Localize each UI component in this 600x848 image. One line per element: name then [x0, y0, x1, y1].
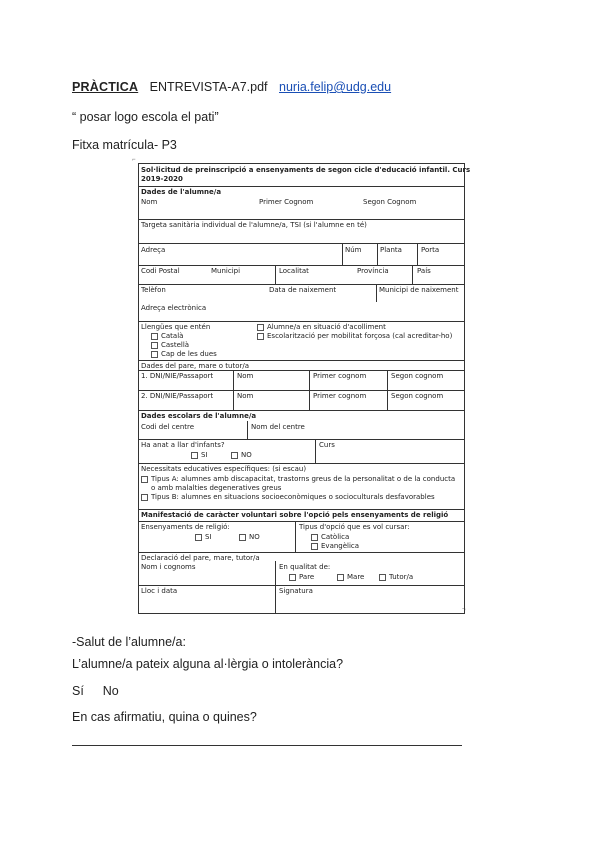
- option-catolica: Catòlica: [311, 533, 349, 541]
- checkbox-icon: [311, 543, 318, 550]
- divider: [377, 243, 378, 265]
- divider: [247, 421, 248, 439]
- checkbox-icon: [257, 324, 264, 331]
- field-llengues: Llengües que entén: [141, 323, 211, 331]
- option-tipus-a: Tipus A: alumnes amb discapacitat, trastorns greus de la personalitat o de la conducta: [141, 475, 455, 483]
- field-codi-postal: Codi Postal: [141, 267, 180, 275]
- parent2-primer-cognom: Primer cognom: [313, 392, 367, 400]
- divider: [295, 521, 296, 552]
- divider: [139, 585, 464, 586]
- checkbox-icon: [151, 342, 158, 349]
- option-evangelica: Evangèlica: [311, 542, 359, 550]
- enrolment-form-image: [138, 163, 471, 614]
- field-nom-centre: Nom del centre: [251, 423, 305, 431]
- field-planta: Planta: [380, 246, 402, 254]
- divider: [139, 552, 464, 553]
- religion-section-title: Manifestació de caràcter voluntari sobre l'opció pels ensenyaments de religió: [141, 511, 449, 519]
- form-corner-mark: ¬: [462, 607, 466, 613]
- checkbox-icon: [311, 534, 318, 541]
- checkbox-icon: [151, 351, 158, 358]
- religion-no: NO: [239, 533, 260, 541]
- option-cap: Cap de les dues: [151, 350, 217, 358]
- field-tipus-opcio: Tipus d'opció que es vol cursar:: [299, 523, 410, 531]
- email-link[interactable]: nuria.felip@udg.edu: [279, 80, 392, 94]
- parent2-dni: 2. DNI/NIE/Passaport: [141, 392, 214, 400]
- divider: [139, 186, 464, 187]
- field-en-qualitat: En qualitat de:: [279, 563, 331, 571]
- religion-si: SI: [195, 533, 212, 541]
- checkbox-icon: [191, 452, 198, 459]
- answer-line[interactable]: [72, 745, 462, 746]
- field-municipi-naixement: Municipi de naixement: [379, 286, 459, 294]
- divider: [342, 243, 343, 265]
- answer-options: [72, 684, 119, 698]
- practice-title: PRÀCTICA: [72, 80, 139, 94]
- field-codi-centre: Codi del centre: [141, 423, 195, 431]
- parent1-segon-cognom: Segon cognom: [391, 372, 444, 380]
- school-section-title: Dades escolars de l'alumne/a: [141, 412, 257, 420]
- divider: [139, 243, 464, 244]
- field-adreca-electronica: Adreça electrònica: [141, 304, 207, 312]
- field-porta: Porta: [421, 246, 440, 254]
- option-tipus-b: Tipus B: alumnes en situacions socioeconòmiques o socioculturals desfavorables: [141, 493, 435, 501]
- field-telefon: Telèfon: [141, 286, 166, 294]
- option-tutor: Tutor/a: [379, 573, 413, 581]
- field-signatura: Signatura: [279, 587, 313, 595]
- checkbox-icon: [337, 574, 344, 581]
- field-pais: País: [417, 267, 431, 275]
- parent2-segon-cognom: Segon cognom: [391, 392, 444, 400]
- parent-section-title: Dades del pare, mare o tutor/a: [141, 362, 250, 370]
- divider: [139, 265, 464, 266]
- form-corner-mark: ⌐: [132, 157, 136, 163]
- form-title-year: 2019-2020: [141, 175, 183, 183]
- divider: [139, 390, 464, 391]
- form-title: Sol·licitud de preinscripció a ensenyaments de segon cicle d'educació infantil. Curs: [141, 166, 471, 174]
- divider: [139, 521, 464, 522]
- option-acolliment: Alumne/a en situació d'acolliment: [257, 323, 386, 331]
- parent1-dni: 1. DNI/NIE/Passaport: [141, 372, 214, 380]
- option-escolaritzacio: Escolarització per mobilitat forçosa (cal acreditar-ho): [257, 332, 452, 340]
- checkbox-icon: [141, 494, 148, 501]
- needs-title: Necessitats educatives específiques: (si escau): [141, 465, 307, 473]
- answer-yes: Sí: [72, 684, 84, 698]
- checkbox-icon: [289, 574, 296, 581]
- option-castella: Castellà: [151, 341, 189, 349]
- option-pare: Pare: [289, 573, 314, 581]
- checkbox-icon: [195, 534, 202, 541]
- field-nom-cognoms: Nom i cognoms: [141, 563, 196, 571]
- divider: [275, 561, 276, 613]
- divider: [139, 439, 464, 440]
- document-header: [72, 80, 391, 94]
- subtitle: Fitxa matrícula- P3: [72, 138, 177, 152]
- checkbox-icon: [141, 476, 148, 483]
- allergy-question: L’alumne/a pateix alguna al·lèrgia o intolerància?: [72, 657, 344, 671]
- logo-note: “ posar logo escola el pati”: [72, 110, 219, 124]
- divider: [275, 265, 276, 284]
- field-nom: Nom: [141, 198, 158, 206]
- option-no: NO: [231, 451, 252, 459]
- answer-no: No: [102, 684, 119, 698]
- checkbox-icon: [379, 574, 386, 581]
- divider: [315, 439, 316, 463]
- field-num: Núm: [345, 246, 362, 254]
- option-tipus-a-cont: o amb malalties degeneratives greus: [151, 484, 282, 492]
- field-llar-infants: Ha anat a llar d'infants?: [141, 441, 225, 449]
- filename: ENTREVISTA-A7.pdf: [149, 80, 268, 94]
- field-ens-religio: Ensenyaments de religió:: [141, 523, 230, 531]
- field-data-naixement: Data de naixement: [269, 286, 337, 294]
- field-segon-cognom: Segon Cognom: [363, 198, 417, 206]
- followup-question: En cas afirmatiu, quina o quines?: [72, 710, 257, 724]
- health-heading: -Salut de l’alumne/a:: [72, 635, 186, 649]
- divider: [417, 243, 418, 265]
- divider: [139, 360, 464, 361]
- checkbox-icon: [151, 333, 158, 340]
- checkbox-icon: [231, 452, 238, 459]
- field-primer-cognom: Primer Cognom: [259, 198, 314, 206]
- divider: [139, 410, 464, 411]
- student-section-title: Dades de l'alumne/a: [141, 188, 222, 196]
- field-localitat: Localitat: [279, 267, 309, 275]
- option-si: SI: [191, 451, 208, 459]
- divider: [139, 370, 464, 371]
- field-provincia: Província: [357, 267, 389, 275]
- divider: [139, 321, 464, 322]
- field-curs: Curs: [319, 441, 335, 449]
- declaration-title: Declaració del pare, mare, tutor/a: [141, 554, 260, 562]
- parent1-primer-cognom: Primer cognom: [313, 372, 367, 380]
- divider: [376, 284, 377, 302]
- field-adreca: Adreça: [141, 246, 166, 254]
- divider: [139, 284, 464, 285]
- option-mare: Mare: [337, 573, 364, 581]
- checkbox-icon: [239, 534, 246, 541]
- field-tsi: Targeta sanitària individual de l'alumne/a, TSI (si l'alumne en té): [141, 221, 367, 229]
- parent1-nom: Nom: [237, 372, 254, 380]
- option-catala: Català: [151, 332, 183, 340]
- divider: [139, 463, 464, 464]
- checkbox-icon: [257, 333, 264, 340]
- parent2-nom: Nom: [237, 392, 254, 400]
- divider: [412, 265, 413, 284]
- divider: [139, 219, 464, 220]
- divider: [139, 509, 464, 510]
- field-lloc-data: Lloc i data: [141, 587, 178, 595]
- field-municipi: Municipi: [211, 267, 241, 275]
